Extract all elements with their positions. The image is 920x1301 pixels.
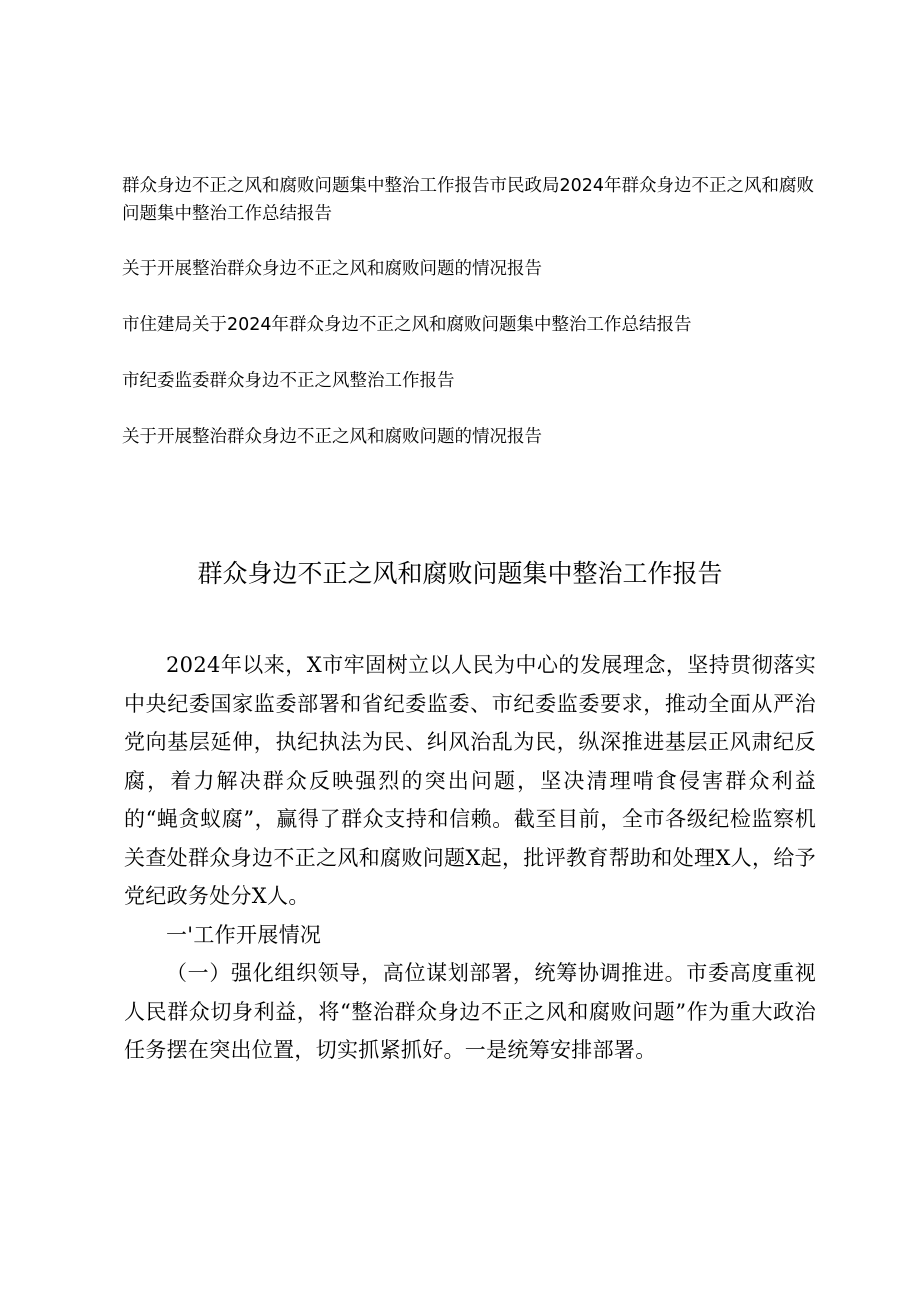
toc-item[interactable]: 市纪委监委群众身边不正之风整治工作报告 xyxy=(122,371,455,391)
table-of-contents xyxy=(122,172,822,479)
toc-item[interactable]: 关于开展整治群众身边不正之风和腐败问题的情况报告 xyxy=(122,259,542,279)
section-heading: 一'工作开展情况 xyxy=(166,922,322,947)
document-title: 群众身边不正之风和腐败问题集中整治工作报告 xyxy=(197,559,723,588)
body-paragraph: （一）强化组织领导，高位谋划部署，统筹协调推进。市委高度重视人民群众切身利益，将“整治群众身边不正之风和腐败问题”作为重大政治任务摆在突出位置，切实抓紧抓好。一是统筹安排部署。 xyxy=(124,961,816,1062)
body-paragraph: 2024年以来，X市牢固树立以人民为中心的发展理念，坚持贯彻落实中央纪委国家监委部署和省纪委监委、市纪委监委要求，推动全面从严治党向基层延伸，执纪执法为民、纠风治乱为民，纵深推进基层正风肃纪反腐，着力解决群众反映强烈的突出问题，坚决清理啃食侵害群众利益的“蝇贪蚁腐”，赢得了群众支持和信赖。截至目前，全市各级纪检监察机关查处群众身边不正之风和腐败问题X起，批评教育帮助和处理X人，给予党纪政务处分X人。 xyxy=(124,653,816,908)
toc-item[interactable]: 群众身边不正之风和腐败问题集中整治工作报告市民政局2024年群众身边不正之风和腐败问题集中整治工作总结报告 xyxy=(122,176,815,224)
document-body xyxy=(124,646,816,1070)
toc-item[interactable]: 关于开展整治群众身边不正之风和腐败问题的情况报告 xyxy=(122,427,542,447)
toc-item[interactable]: 市住建局关于2024年群众身边不正之风和腐败问题集中整治工作总结报告 xyxy=(122,315,692,335)
